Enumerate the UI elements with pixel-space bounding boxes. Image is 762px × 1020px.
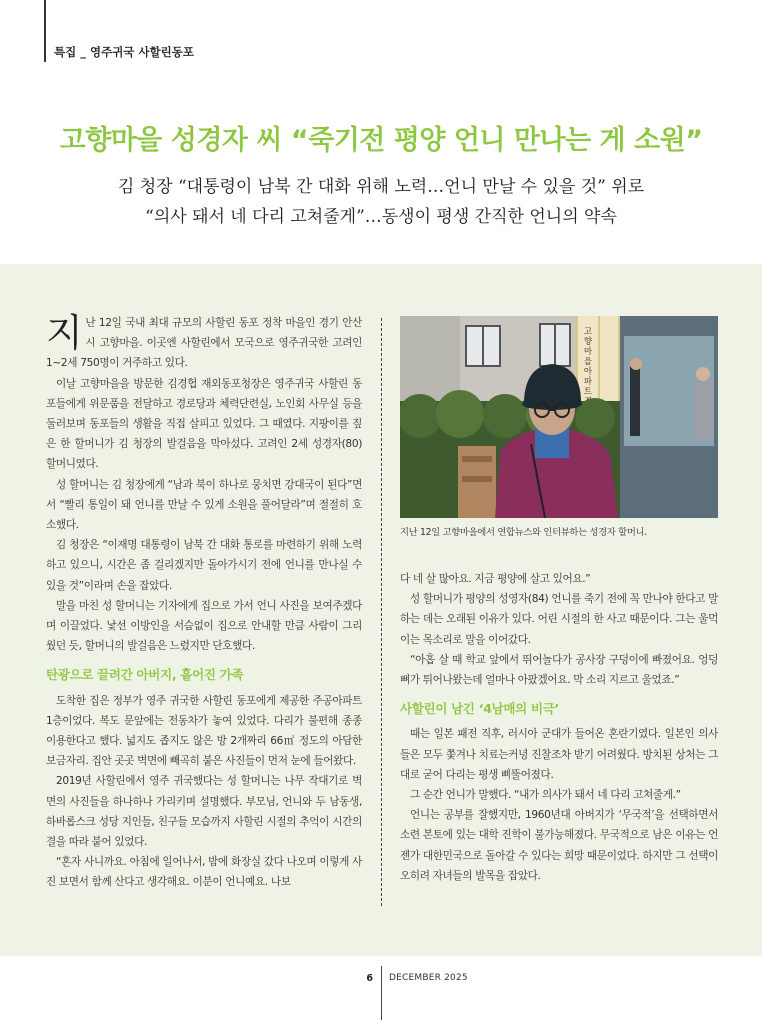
- drop-cap: 지: [46, 311, 83, 355]
- paragraph: 성 할머니는 김 청장에게 “남과 북이 하나로 뭉치면 강대국이 된다”면서 “빨리 통일이 돼 언니를 만날 수 있게 소원을 풀어달라”며 절절히 호소했다.: [46, 478, 362, 532]
- paragraph: 김 청장은 “이재명 대통령이 남북 간 대화 통로를 마련하기 위해 노력하고 있으니, 시간은 좀 걸리겠지만 돌아가시기 전에 언니를 만나실 수 있을 것”이라며 손을 잡았다.: [46, 539, 362, 592]
- paragraph: 말을 마친 성 할머니는 기자에게 집으로 가서 언니 사진을 보여주겠다며 이끌었다. 낯선 이방인을 서슴없이 집으로 안내할 만큼 사람이 그리웠던 듯, 할머니의 발걸음은 느렸지만 단호했다.: [46, 599, 362, 653]
- sign-char: 파: [583, 377, 593, 387]
- paragraph-intro: [46, 313, 362, 374]
- sign-char: 고: [583, 327, 593, 337]
- article-photo: [400, 316, 718, 518]
- sign-char: 향: [583, 337, 593, 347]
- section-label: 특집 _ 영주귀국 사할린동포: [54, 45, 194, 59]
- paragraph: 이날 고향마을을 방문한 김경협 재외동포청장은 영주귀국 사할린 동포들에게 위문품을 전달하고 경로당과 체력단련실, 노인회 사무실 등을 둘러보며 동포들의 생활을 직접 살피고 있었다. 그 때였다. 지팡이를 짚은 한 할머니가 김 청장의 발걸음을 막아섰다. 고려인 2세 성경자(80) 할머니였다.: [46, 377, 362, 471]
- issue-date: DECEMBER 2025: [389, 973, 468, 983]
- paragraph-intro-text: 난 12일 국내 최대 규모의 사할린 동포 정착 마을인 경기 안산시 고향마을. 이곳엔 사할린에서 모국으로 영주귀국한 고려인 1~2세 750명이 거주하고 있다.: [46, 317, 362, 370]
- paragraph: “아홉 살 때 학교 앞에서 뛰어놀다가 공사장 구덩이에 빠졌어요. 엉덩뼈가 튀어나왔는데 얼마나 아팠겠어요. 막 소리 지르고 울었죠.”: [400, 653, 718, 687]
- sign-char: 을: [583, 357, 593, 367]
- page-number: 6: [366, 973, 373, 984]
- section-rule: [44, 0, 46, 62]
- paragraph: 그 순간 언니가 말했다. “내가 의사가 돼서 네 다리 고쳐줄게.”: [410, 789, 681, 802]
- photo-caption: 지난 12일 고향마을에서 연합뉴스와 인터뷰하는 성경자 할머니.: [400, 527, 647, 538]
- article-subheadline-2: “의사 돼서 네 다리 고쳐줄게”…동생이 평생 간직한 언니의 약속: [145, 207, 617, 227]
- section-subhead: 탄광으로 끌려간 아버지, 흩어진 가족: [46, 667, 244, 683]
- paragraph: “혼자 사니까요. 아침에 일어나서, 밤에 화장실 갔다 나오며 이렇게 사진 보면서 함께 산다고 생각해요. 이분이 언니예요. 나보: [46, 856, 362, 889]
- paragraph: 다 네 살 많아요. 지금 평양에 살고 있어요.”: [400, 573, 591, 585]
- article-subheadline-1: 김 청장 “대통령이 남북 간 대화 위해 노력…언니 만날 수 있을 것” 위로: [117, 177, 645, 197]
- paragraph: 2019년 사할린에서 영주 귀국했다는 성 할머니는 나무 작대기로 벽면의 사진들을 하나하나 가리키며 설명했다. 부모님, 언니와 두 남동생, 하바롭스크 성당 지인들, 친구들 모습까지 사할린 시절의 추억이 시간의 결을 따라 붙어 있었다.: [46, 775, 362, 849]
- sign-char: 아: [583, 367, 593, 377]
- paragraph: 성 할머니가 평양의 성영자(84) 언니를 죽기 전에 꼭 만나야 한다고 말하는 데는 오래된 이유가 있다. 어린 시절의 한 사고 때문이다. 그는 울먹이는 목소리로 말을 이어갔다.: [400, 593, 718, 646]
- article-headline: 고향마을 성경자 씨 “죽기전 평양 언니 만나는 게 소원”: [59, 125, 703, 156]
- paragraph: 때는 일본 패전 직후, 러시아 군대가 들어온 혼란기였다. 일본인 의사들은 모두 쫓겨나 치료는커녕 진찰조차 받기 어려웠다. 방치된 상처는 그대로 굳어 다리는 평생 삐뚤어졌다.: [400, 728, 718, 781]
- section-subhead: 사할린이 남긴 ‘4남매의 비극’: [400, 701, 559, 717]
- footer-rule: [381, 966, 382, 1020]
- column-divider: [381, 318, 382, 906]
- article-column-right: [400, 569, 718, 886]
- paragraph: 언니는 공부를 잘했지만, 1960년대 아버지가 ‘무국적’을 선택하면서 소련 본토에 있는 대학 진학이 불가능해졌다. 무국적으로 남은 이유는 언젠가 대한민국으로 돌아갈 수 있다는 희망 때문이었다. 하지만 그 선택이 오히려 자녀들의 발목을 잡았다.: [400, 809, 718, 882]
- paragraph: 도착한 집은 정부가 영주 귀국한 사할린 동포에게 제공한 주공아파트 1층이었다. 복도 문앞에는 전동차가 놓여 있었다. 다리가 불편해 종종 이용한다고 했다. 넓지도 좁지도 않은 방 2개짜리 66㎡ 정도의 아담한 보금자리. 집안 곳곳 벽면에 빼곡히 붙은 사진들이 먼저 눈에 들어왔다.: [46, 694, 362, 768]
- article-column-left: [46, 313, 362, 893]
- sign-char: 마: [583, 347, 593, 357]
- sign-char: 트: [583, 387, 593, 397]
